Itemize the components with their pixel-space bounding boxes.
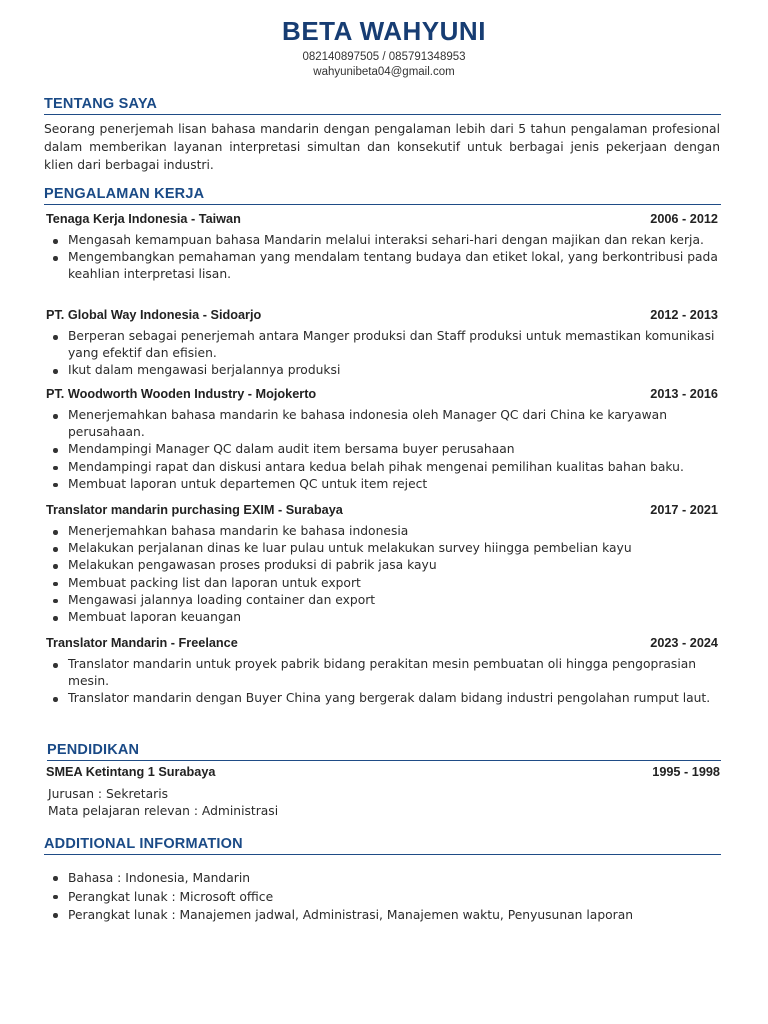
additional-info bbox=[44, 867, 720, 925]
job-bullet: Mengawasi jalannya loading container dan export bbox=[44, 592, 720, 609]
additional-bullet: Bahasa : Indonesia, Mandarin bbox=[44, 869, 720, 888]
job-date: 2006 - 2012 bbox=[650, 212, 718, 226]
job-title: Tenaga Kerja Indonesia - Taiwan bbox=[46, 212, 241, 226]
job-entry bbox=[44, 387, 720, 493]
job-bullet: Ikut dalam mengawasi berjalannya produksi bbox=[44, 362, 720, 379]
job-bullet: Menerjemahkan bahasa mandarin ke bahasa indonesia oleh Manager QC dari China ke karyawan perusahaan. bbox=[44, 407, 720, 441]
job-bullet: Menerjemahkan bahasa mandarin ke bahasa indonesia bbox=[44, 523, 720, 540]
job-bullet: Mengembangkan pemahaman yang mendalam tentang budaya dan etiket lokal, yang berkontribusi pada keahlian interpretasi lisan. bbox=[44, 249, 720, 283]
job-bullet: Translator mandarin untuk proyek pabrik bidang perakitan mesin pembuatan oli hingga pengoprasian mesin. bbox=[44, 656, 720, 690]
job-bullet: Membuat laporan keuangan bbox=[44, 609, 720, 626]
job-title: Translator Mandarin - Freelance bbox=[46, 636, 238, 650]
job-bullet: Mengasah kemampuan bahasa Mandarin melalui interaksi sehari-hari dengan majikan dan rekan kerja. bbox=[44, 232, 720, 249]
job-bullet: Melakukan pengawasan proses produksi di pabrik jasa kayu bbox=[44, 557, 720, 574]
education-detail: Mata pelajaran relevan : Administrasi bbox=[48, 804, 279, 819]
job-bullet: Translator mandarin dengan Buyer China yang bergerak dalam bidang industri pengolahan rumput laut. bbox=[44, 690, 720, 707]
education-detail: Jurusan : Sekretaris bbox=[48, 787, 169, 801]
about-text: Seorang penerjemah lisan bahasa mandarin dengan pengalaman lebih dari 5 tahun pengalaman profesional dalam memberikan layanan interpretasi simultan dan konsekutif untuk berbagai jenis pekerjaan dengan klien dari berbagai industri. bbox=[44, 122, 720, 172]
education-entry bbox=[44, 765, 722, 820]
job-title: Translator mandarin purchasing EXIM - Surabaya bbox=[46, 503, 343, 517]
job-entry bbox=[44, 636, 720, 708]
section-education-heading bbox=[47, 739, 721, 761]
job-bullet: Mendampingi Manager QC dalam audit item bersama buyer perusahaan bbox=[44, 441, 720, 458]
additional-bullet: Perangkat lunak : Microsoft office bbox=[44, 888, 720, 907]
job-bullet: Mendampingi rapat dan diskusi antara kedua belah pihak mengenai pemilihan kualitas bahan baku. bbox=[44, 459, 720, 476]
job-date: 2023 - 2024 bbox=[650, 636, 718, 650]
section-title: PENGALAMAN KERJA bbox=[44, 186, 205, 202]
job-title: PT. Global Way Indonesia - Sidoarjo bbox=[46, 308, 262, 322]
job-bullet: Membuat packing list dan laporan untuk export bbox=[44, 575, 720, 592]
section-title: PENDIDIKAN bbox=[47, 742, 140, 758]
school-name: SMEA Ketintang 1 Surabaya bbox=[46, 765, 216, 779]
job-bullet: Berperan sebagai penerjemah antara Manger produksi dan Staff produksi untuk memastikan komunikasi yang efektif dan efisien. bbox=[44, 328, 720, 362]
section-title: ADDITIONAL INFORMATION bbox=[44, 836, 243, 852]
job-bullet: Melakukan perjalanan dinas ke luar pulau untuk melakukan survey hiingga pembelian kayu bbox=[44, 540, 720, 557]
section-about-heading bbox=[44, 93, 721, 115]
job-date: 2017 - 2021 bbox=[650, 503, 718, 517]
job-title: PT. Woodworth Wooden Industry - Mojokerto bbox=[46, 387, 317, 401]
additional-bullet: Perangkat lunak : Manajemen jadwal, Administrasi, Manajemen waktu, Penyusunan laporan bbox=[44, 906, 720, 925]
section-title: TENTANG SAYA bbox=[44, 96, 158, 112]
phone-numbers: 082140897505 / 085791348953 bbox=[302, 51, 466, 63]
section-additional-heading bbox=[44, 833, 721, 855]
education-date: 1995 - 1998 bbox=[652, 765, 720, 779]
job-entry bbox=[44, 308, 720, 380]
job-entry bbox=[44, 212, 720, 284]
email-address: wahyunibeta04@gmail.com bbox=[313, 66, 455, 78]
job-bullet: Membuat laporan untuk departemen QC untuk item reject bbox=[44, 476, 720, 493]
job-entry bbox=[44, 503, 720, 626]
job-date: 2012 - 2013 bbox=[650, 308, 718, 322]
candidate-name: BETA WAHYUNI bbox=[282, 16, 486, 46]
job-date: 2013 - 2016 bbox=[650, 387, 718, 401]
section-experience-heading bbox=[44, 183, 721, 205]
